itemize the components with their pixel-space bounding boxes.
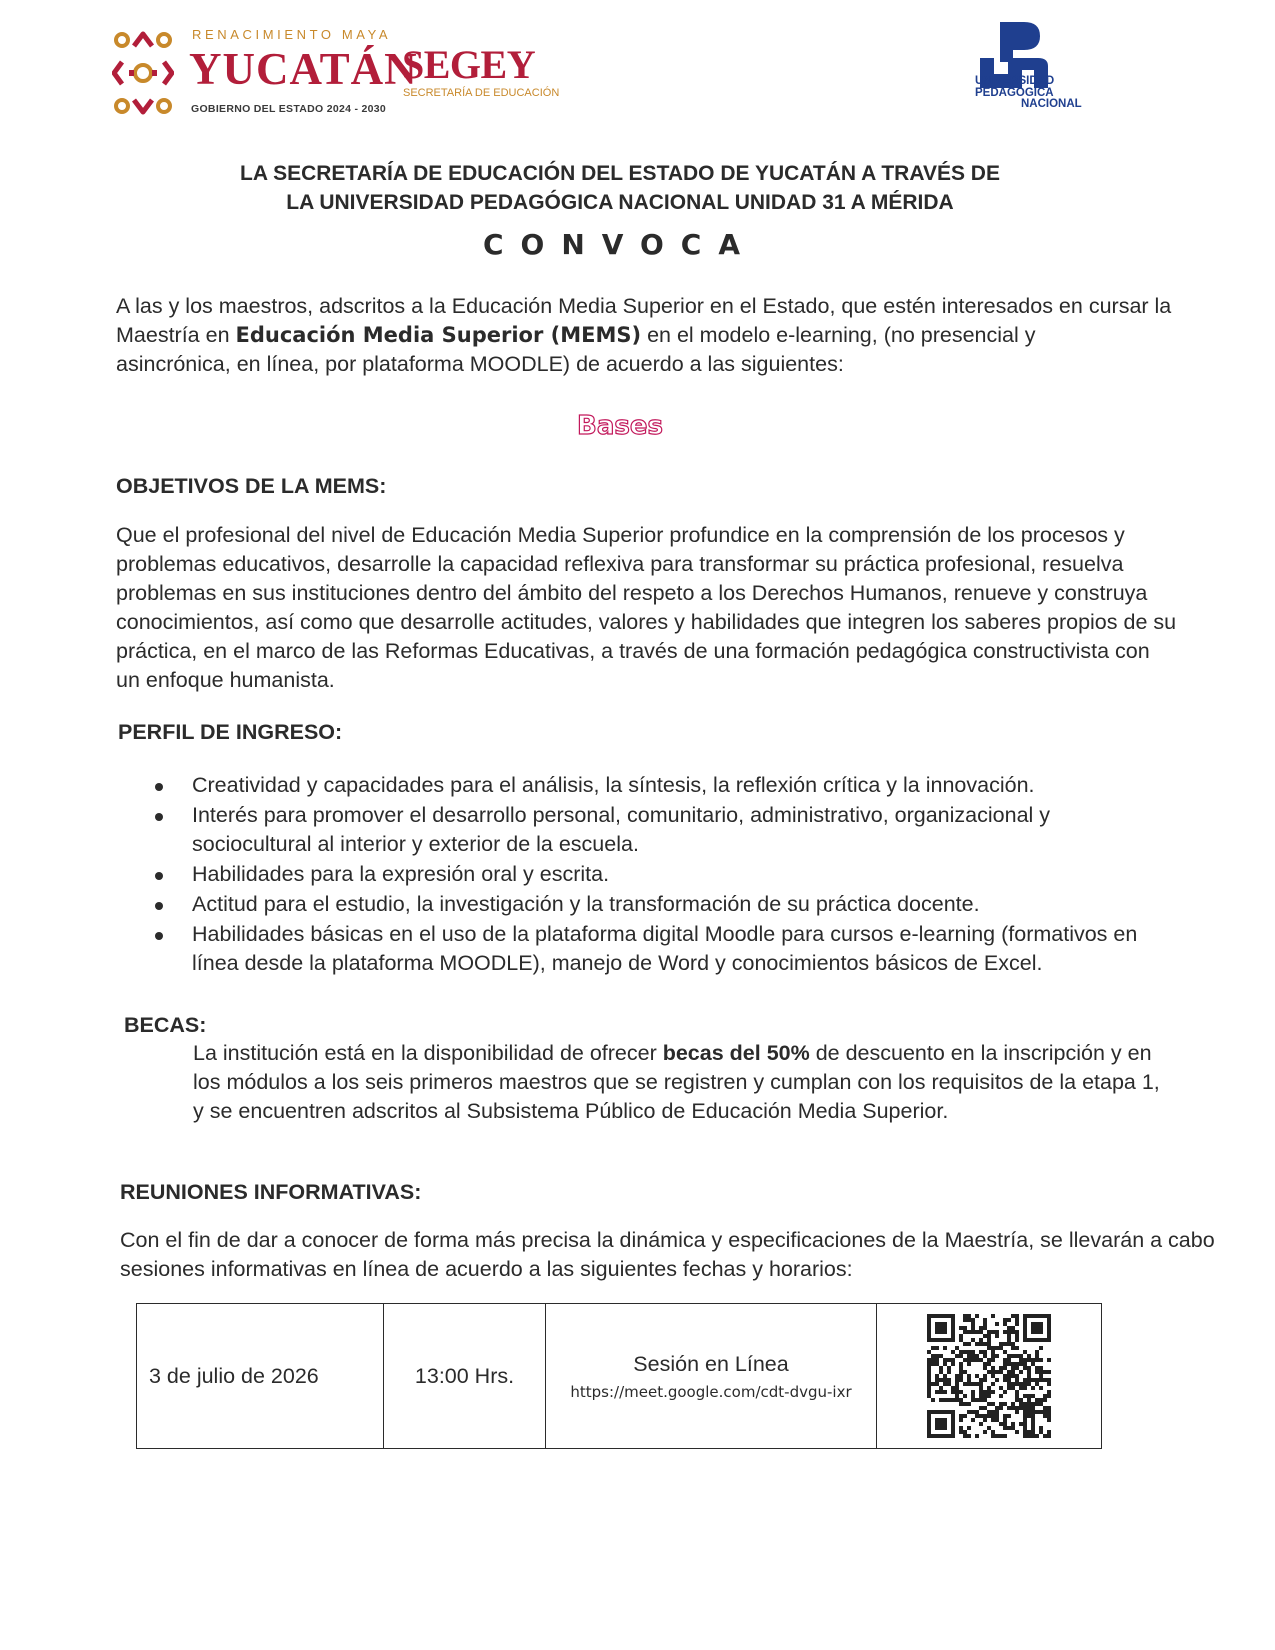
- reuniones-paragraph: [120, 1226, 1215, 1284]
- perfil-item: [152, 860, 1112, 889]
- perfil-item-text: Actitud para el estudio, la investigación y la transformación de su práctica docente.: [192, 892, 980, 916]
- upn-line-3: NACIONAL: [1021, 98, 1082, 110]
- upn-line-1: UNIVERSIDAD: [975, 75, 1055, 87]
- gobierno-text: GOBIERNO DEL ESTADO 2024 - 2030: [191, 103, 387, 115]
- qr-code-icon[interactable]: [927, 1314, 1051, 1438]
- reuniones-heading: REUNIONES INFORMATIVAS:: [120, 1180, 422, 1204]
- yucatan-emblem-icon: [112, 26, 174, 118]
- upn-name: [975, 76, 1115, 111]
- renacimiento-maya-text: RENACIMIENTO MAYA: [192, 27, 392, 42]
- objetivos-line: Que el profesional del nivel de Educación Media Superior profundice en la comprensión de los procesos y: [116, 523, 1125, 547]
- perfil-item: [152, 920, 1138, 978]
- title-line-1: LA SECRETARÍA DE EDUCACIÓN DEL ESTADO DE YUCATÁN A TRAVÉS DE: [240, 162, 1000, 185]
- objetivos-line: un enfoque humanista.: [116, 668, 335, 692]
- becas-percent: becas del 50%: [662, 1041, 810, 1065]
- becas-heading: BECAS:: [124, 1013, 207, 1037]
- perfil-item-text: Habilidades para la expresión oral y escrita.: [192, 862, 610, 886]
- session-mode: Sesión en Línea: [633, 1351, 789, 1376]
- becas-paragraph: [193, 1039, 1160, 1126]
- session-mode-cell: [546, 1304, 877, 1449]
- objetivos-paragraph: [116, 521, 1177, 695]
- reuniones-line-2: sesiones informativas en línea de acuerdo a las siguientes fechas y horarios:: [120, 1257, 853, 1281]
- session-date: 3 de julio de 2026: [137, 1304, 384, 1449]
- perfil-item: [152, 771, 1112, 800]
- perfil-item: [152, 890, 1112, 919]
- intro-line-2-pre: Maestría en: [116, 323, 236, 347]
- becas-line-2: los módulos a los seis primeros maestros que se registren y cumplan con los requisitos de la etapa 1,: [193, 1070, 1160, 1094]
- perfil-item-text: sociocultural al interior y exterior de la escuela.: [192, 832, 639, 856]
- perfil-list: [152, 771, 1138, 979]
- becas-line-1-post: de descuento en la inscripción y en: [809, 1041, 1152, 1065]
- objetivos-line: conocimientos, así como que desarrolle actitudes, valores y habilidades que integren los saberes propios de su: [116, 610, 1177, 634]
- segey-subtitle: SECRETARÍA DE EDUCACIÓN: [403, 87, 560, 99]
- title-line-2: LA UNIVERSIDAD PEDAGÓGICA NACIONAL UNIDAD 31 A MÉRIDA: [286, 191, 954, 214]
- upn-line-2: PEDAGÓGICA: [975, 86, 1054, 99]
- perfil-heading: PERFIL DE INGRESO:: [118, 720, 343, 744]
- objetivos-line: problemas en sus instituciones dentro del ámbito del respeto a los Derechos Humanos, renueve y construya: [116, 581, 1148, 605]
- becas-line-1: [193, 1039, 1152, 1068]
- objetivos-line: práctica, en el marco de las Reformas Educativas, a través de una formación pedagógica constructivista con: [116, 639, 1150, 663]
- perfil-item-text: línea desde la plataforma MOODLE), manejo de Word y conocimientos básicos de Excel.: [192, 951, 1043, 975]
- intro-line-2-post: en el modelo e-learning, (no presencial y: [641, 323, 1036, 347]
- qr-cell: [877, 1304, 1102, 1449]
- session-time: 13:00 Hrs.: [384, 1304, 546, 1449]
- intro-paragraph: [116, 292, 1172, 379]
- objetivos-line: problemas educativos, desarrolle la capacidad reflexiva para transformar su práctica profesional, resuelva: [116, 552, 1124, 576]
- becas-line-3: y se encuentren adscritos al Subsistema Público de Educación Media Superior.: [193, 1099, 949, 1123]
- reuniones-line-1: Con el fin de dar a conocer de forma más precisa la dinámica y especificaciones de la Maestría, se llevarán a cabo: [120, 1228, 1215, 1252]
- perfil-item-text: Creatividad y capacidades para el análisis, la síntesis, la reflexión crítica y la innovación.: [192, 773, 1035, 797]
- program-name: Educación Media Superior (MEMS): [235, 323, 642, 347]
- intro-line-3: asincrónica, en línea, por plataforma MOODLE) de acuerdo a las siguientes:: [116, 352, 844, 376]
- perfil-item-text: Habilidades básicas en el uso de la plataforma digital Moodle para cursos e-learning (formativos en: [192, 922, 1138, 946]
- table-row: [137, 1304, 1102, 1449]
- sessions-table: [136, 1303, 1102, 1449]
- yucatan-wordmark: YUCATÁN: [189, 44, 418, 94]
- becas-line-1-pre: La institución está en la disponibilidad de ofrecer: [193, 1041, 663, 1065]
- perfil-item: [152, 801, 1112, 859]
- bases-heading: Bases: [577, 411, 663, 441]
- segey-logo: SEGEY: [402, 42, 536, 87]
- convoca-heading: CONVOCA: [483, 228, 757, 261]
- session-link[interactable]: https://meet.google.com/cdt-dvgu-ixr: [570, 1382, 852, 1401]
- intro-line-2: [116, 321, 1116, 350]
- intro-line-1: A las y los maestros, adscritos a la Educación Media Superior en el Estado, que estén interesados en cursar la: [116, 294, 1172, 318]
- objetivos-heading: OBJETIVOS DE LA MEMS:: [116, 474, 387, 498]
- perfil-item-text: Interés para promover el desarrollo personal, comunitario, administrativo, organizacional y: [192, 803, 1051, 827]
